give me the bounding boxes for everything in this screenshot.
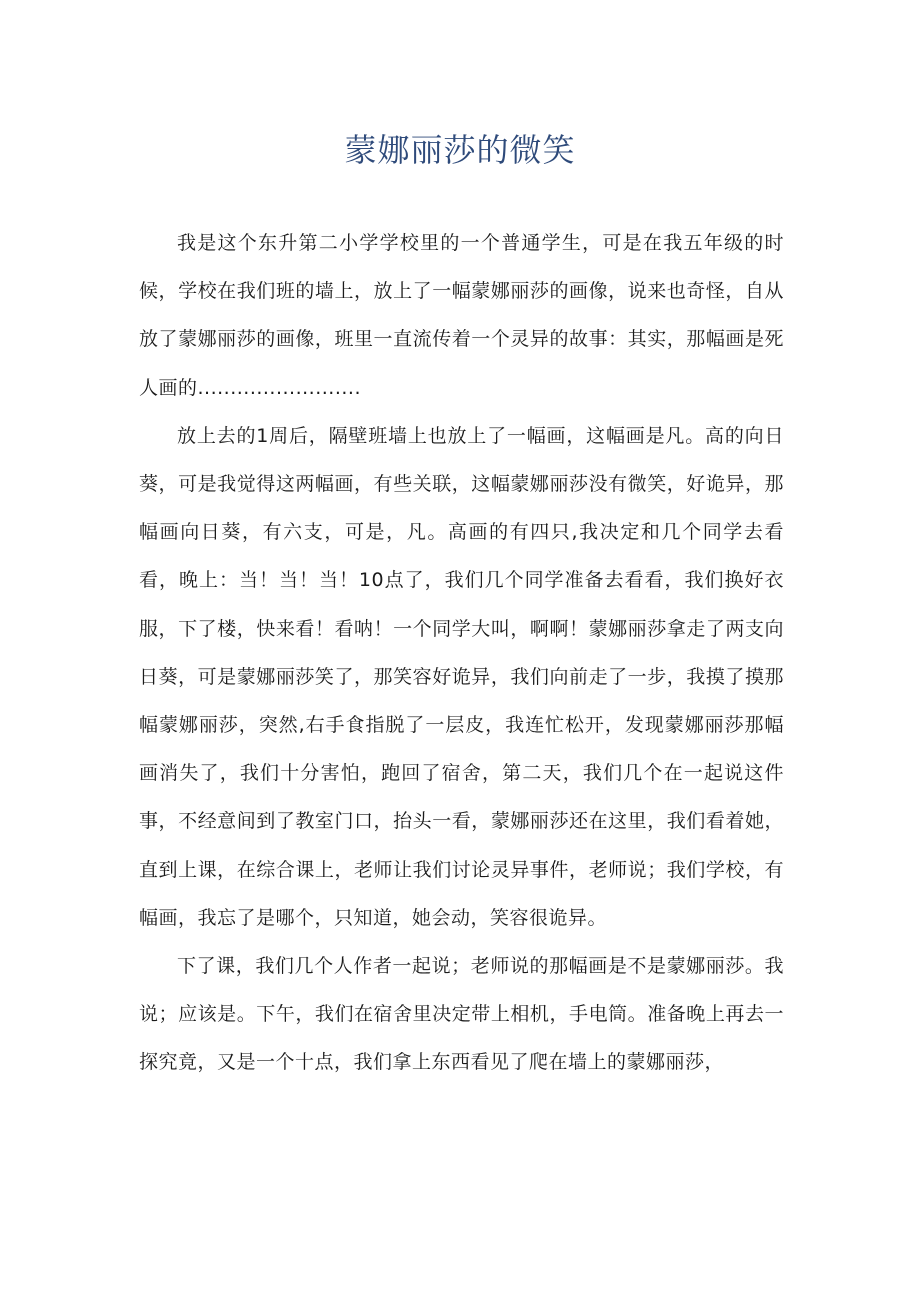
paragraph: 放上去的1周后，隔壁班墙上也放上了一幅画，这幅画是凡。高的向日葵，可是我觉得这两幅画，有些关联，这幅蒙娜丽莎没有微笑，好诡异，那幅画向日葵，有六支，可是，凡。高画的有四只,我决定和几个同学去看看，晚上：当！当！当！10点了，我们几个同学准备去看看，我们换好衣服，下了楼，快来看！看呐！一个同学大叫，啊啊！蒙娜丽莎拿走了两支向日葵，可是蒙娜丽莎笑了，那笑容好诡异，我们向前走了一步，我摸了摸那幅蒙娜丽莎，突然,右手食指脱了一层皮，我连忙松开，发现蒙娜丽莎那幅画消失了，我们十分害怕，跑回了宿舍，第二天，我们几个在一起说这件事，不经意间到了教室门口，抬头一看，蒙娜丽莎还在这里，我们看着她，直到上课，在综合课上，老师让我们讨论灵异事件，老师说；我们学校，有幅画，我忘了是哪个，只知道，她会动，笑容很诡异。 xyxy=(139,424,784,929)
document-title: 蒙娜丽莎的微笑 xyxy=(344,131,576,169)
paragraph: 我是这个东升第二小学学校里的一个普通学生，可是在我五年级的时候，学校在我们班的墙上，放上了一幅蒙娜丽莎的画像，说来也奇怪，自从放了蒙娜丽莎的画像，班里一直流传着一个灵异的故事：其实，那幅画是死人画的......................... xyxy=(139,232,784,399)
paragraph: 下了课，我们几个人作者一起说；老师说的那幅画是不是蒙娜丽莎。我说；应该是。下午，我们在宿舍里决定带上相机，手电筒。准备晚上再去一探究竟，又是一个十点，我们拿上东西看见了爬在墙上的蒙娜丽莎， xyxy=(139,955,784,1074)
document-body xyxy=(139,219,784,1087)
